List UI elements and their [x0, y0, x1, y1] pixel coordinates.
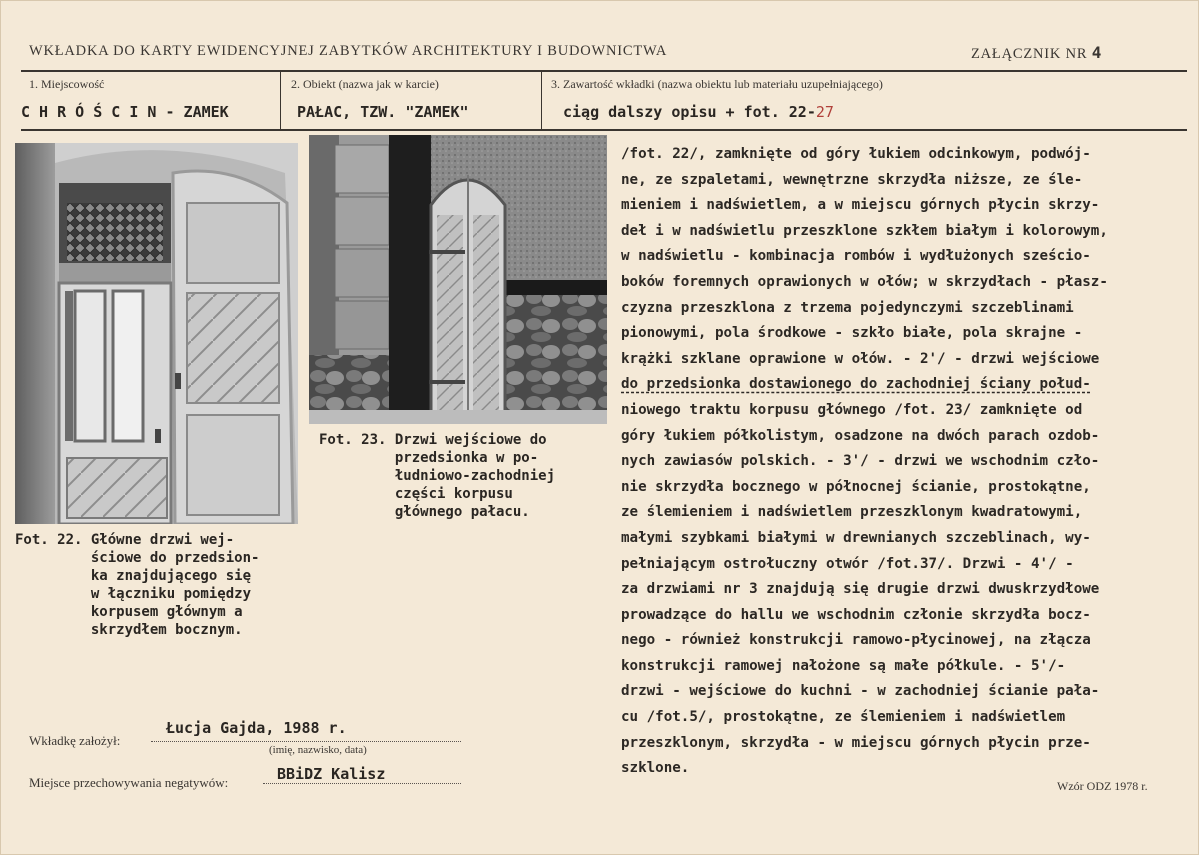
- photo-22-caption: [15, 531, 259, 639]
- caption-line: korpusem głównym a: [15, 604, 243, 620]
- description-line: przeszklonym, skrzydła - w miejscu górnych płycin prze-: [621, 734, 1091, 751]
- description-line: prowadzące do hallu we wschodnim członie skrzydła bocz-: [621, 606, 1091, 623]
- content-value-handwritten: 27: [815, 103, 834, 121]
- description-line: ne, ze szpaletami, wewnętrzne skrzydła niższe, ze śle-: [621, 171, 1083, 188]
- description-line: mieniem i nadświetlem, a w miejscu górnych płycin skrzy-: [621, 197, 1100, 214]
- caption-line: ściowe do przedsion-: [15, 550, 260, 566]
- created-by-hint: (imię, nazwisko, data): [269, 744, 367, 756]
- description-line: małymi szybkami białymi w drewnianych szczeblinach, wy-: [621, 529, 1091, 546]
- description-line: w nadświetlu - kombinacja rombów i wydłużonych sześcio-: [621, 248, 1091, 265]
- description-line: drzwi - wejściowe do kuchni - w zachodniej ścianie pała-: [621, 683, 1100, 700]
- content-label: 3. Zawartość wkładki (nazwa obiektu lub materiału uzupełniającego): [551, 77, 883, 91]
- card-title: WKŁADKA DO KARTY EWIDENCYJNEJ ZABYTKÓW ARCHITEKTURY I BUDOWNICTWA: [29, 43, 668, 59]
- caption-line: głównego pałacu.: [319, 504, 530, 520]
- photo-22-image: [15, 143, 298, 524]
- annex-number: 4: [1091, 43, 1103, 62]
- description-line: góry łukiem półkolistym, osadzone na dwóch parach ozdob-: [621, 427, 1100, 444]
- caption-line: skrzydłem bocznym.: [15, 622, 243, 638]
- caption-line: części korpusu: [319, 486, 513, 502]
- field-divider-2: [541, 71, 542, 130]
- caption-line: łudniowo-zachodniej: [319, 468, 556, 484]
- description-line: pionowymi, pola środkowe - szkło białe, pola skrajne -: [621, 325, 1083, 342]
- description-line: konstrukcji ramowej nałożone są małe półkule. - 5'/-: [621, 657, 1066, 674]
- photo-23: [309, 135, 607, 424]
- fields-rule: [21, 129, 1187, 131]
- created-by-label: Wkładkę założył:: [29, 733, 121, 748]
- annex-label: [971, 43, 1102, 63]
- object-value: PAŁAC, TZW. "ZAMEK": [297, 103, 469, 121]
- caption-line: w łączniku pomiędzy: [15, 586, 252, 602]
- description-line: /fot. 22/, zamknięte od góry łukiem odcinkowym, podwój-: [621, 146, 1091, 162]
- photo-23-image: [309, 135, 607, 424]
- caption-line: Fot. 23. Drzwi wejściowe do: [319, 432, 547, 448]
- caption-line: Fot. 22. Główne drzwi wej-: [15, 532, 235, 548]
- negatives-label: Miejsce przechowywania negatywów:: [29, 775, 229, 790]
- negatives-line: [263, 783, 461, 784]
- caption-line: ka znajdującego się: [15, 568, 252, 584]
- photo-22: [15, 143, 298, 524]
- negatives-value: BBiDZ Kalisz: [277, 765, 386, 783]
- description-line: nego - również konstrukcji ramowo-płycinowej, na złącza: [621, 632, 1091, 649]
- caption-line: przedsionka w po-: [319, 450, 539, 466]
- description-line: boków foremnych oprawionych w ołów; w skrzydłach - płasz-: [621, 273, 1108, 290]
- description-line: do przedsionka dostawionego do zachodniej ściany połud-: [621, 376, 1091, 393]
- field-divider-1: [280, 71, 281, 130]
- description-line: deł i w nadświetlu przeszklone szkłem białym i kolorowym,: [621, 222, 1108, 239]
- description-text: [621, 142, 1181, 782]
- description-line: czyzna przeszklona z trzema pojedynczymi szczeblinami: [621, 299, 1074, 316]
- annex-label-text: ZAŁĄCZNIK NR: [971, 46, 1088, 62]
- description-line: nych zawiasów polskich. - 3'/ - drzwi we wschodnim czło-: [621, 453, 1100, 470]
- header-rule: [21, 70, 1187, 72]
- description-line: za drzwiami nr 3 znajdują się drugie drzwi dwuskrzydłowe: [621, 581, 1100, 598]
- locality-value: C H R Ó Ś C I N - ZAMEK: [21, 103, 229, 121]
- form-code: Wzór ODZ 1978 r.: [1057, 779, 1148, 793]
- photo-23-caption: [319, 431, 555, 521]
- description-line: pełniającym ostrołuczny otwór /fot.37/. Drzwi - 4'/ -: [621, 555, 1074, 572]
- created-by-line: [151, 741, 461, 742]
- description-line: niowego traktu korpusu głównego /fot. 23/ zamknięte od: [621, 401, 1083, 418]
- object-label: 2. Obiekt (nazwa jak w karcie): [291, 77, 439, 91]
- description-line: krążki szklane oprawione w ołów. - 2'/ - drzwi wejściowe: [621, 350, 1100, 367]
- content-value-text: ciąg dalszy opisu + fot. 22-: [563, 103, 816, 121]
- description-line: szklone.: [621, 760, 690, 777]
- description-line: cu /fot.5/, prostokątne, ze ślemieniem i nadświetlem: [621, 709, 1066, 726]
- locality-label: 1. Miejscowość: [29, 77, 105, 91]
- content-value: [563, 103, 834, 121]
- description-line: ze ślemieniem i nadświetlem przeszklonym kwadratowymi,: [621, 504, 1083, 521]
- created-by-value: Łucja Gajda, 1988 r.: [166, 719, 347, 737]
- description-line: nie skrzydła bocznego w północnej ścianie, prostokątne,: [621, 478, 1091, 495]
